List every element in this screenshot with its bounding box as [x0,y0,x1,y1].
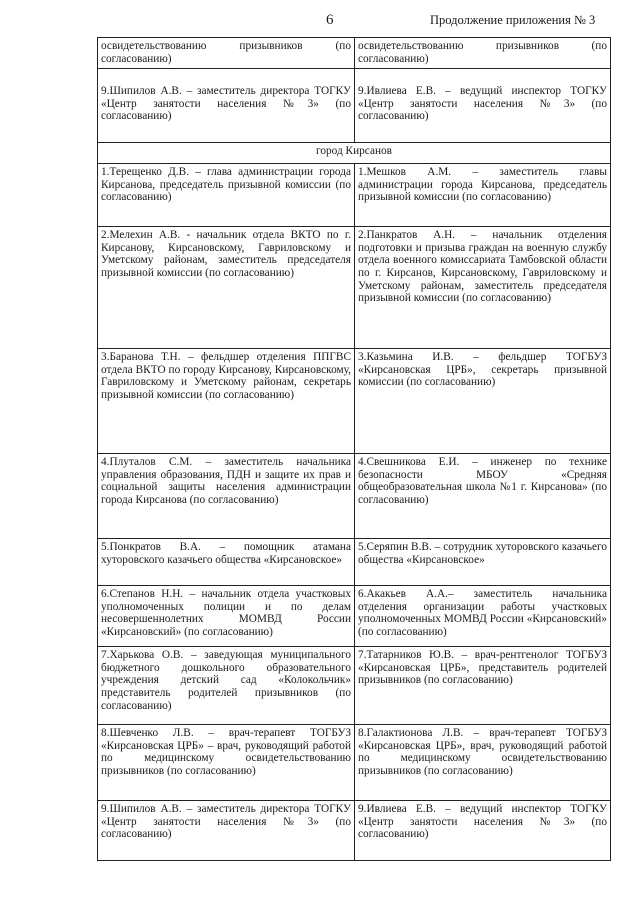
cell-main-member: освидетельствованию призывников (по согласованию) [98,38,355,69]
cell-main-member: 9.Шипилов А.В. – заместитель директора ТОГКУ «Центр занятости населения №3» (по согласованию) [98,69,355,143]
cell-main-member: 1.Терещенко Д.В. – глава администрации города Кирсанова, председатель призывной комиссии (по согласованию) [98,164,355,227]
cell-reserve-member: 7.Татарников Ю.В. – врач-рентгенолог ТОГБУЗ «Кирсановская ЦРБ», представитель родителей призывников (по согласованию) [355,647,611,725]
commission-table [97,37,611,861]
cell-reserve-member: 4.Свешникова Е.И. – инженер по технике безопасности МБОУ «Средняя общеобразовательная школа №1 г. Кирсанова» (по согласованию) [355,454,611,539]
cell-main-member: 5.Понкратов В.А. – помощник атамана хуторовского казачьего общества «Кирсановское» [98,539,355,586]
table-row [98,454,611,539]
table-row [98,586,611,647]
table-row [98,349,611,454]
section-row [98,143,611,164]
cell-reserve-member: 9.Ивлиева Е.В. – ведущий инспектор ТОГКУ «Центр занятости населения №3» (по согласованию) [355,69,611,143]
table-row [98,801,611,861]
cell-reserve-member: 5.Серяпин В.В. – сотрудник хуторовского казачьего общества «Кирсановское» [355,539,611,586]
cell-main-member: 6.Степанов Н.Н. – начальник отдела участковых уполномоченных полиции и по делам несовершеннолетних МОМВД России «Кирсановский» (по согласованию) [98,586,355,647]
cell-main-member: 9.Шипилов А.В. – заместитель директора ТОГКУ «Центр занятости населения №3» (по согласованию) [98,801,355,861]
table-row [98,539,611,586]
cell-reserve-member: 2.Панкратов А.Н. – начальник отделения подготовки и призыва граждан на военную службу отдела военного комиссариата Тамбовской области по г. Кирсанов, Кирсановскому, Гавриловскому и Уметскому районам, заместитель председателя призывной комиссии (по согласованию) [355,227,611,349]
table-row [98,725,611,801]
page-number: 6 [326,12,334,28]
cell-reserve-member: 6.Акакьев А.А.– заместитель начальника отделения организации работы участковых уполномоченных МОМВД России «Кирсановский» (по согласованию) [355,586,611,647]
table-row [98,164,611,227]
table-row [98,38,611,69]
cell-main-member: 4.Плуталов С.М. – заместитель начальника управления образования, ПДН и защите их прав и социальной защиты населения администрации города Кирсанова (по согласованию) [98,454,355,539]
section-title: город Кирсанов [98,143,611,164]
cell-reserve-member: 3.Казьмина И.В. – фельдшер ТОГБУЗ «Кирсановская ЦРБ», секретарь призывной комиссии (по согласованию) [355,349,611,454]
table-row [98,647,611,725]
cell-reserve-member: 8.Галактионова Л.В. – врач-терапевт ТОГБУЗ «Кирсановская ЦРБ», врач, руководящий работой по медицинскому освидетельствованию призывников (по согласованию) [355,725,611,801]
appendix-header: Продолжение приложения № 3 [430,13,596,27]
cell-main-member: 2.Мелехин А.В. - начальник отдела ВКТО по г. Кирсанову, Кирсановскому, Гавриловскому и Уметскому районам, заместитель председателя призывной комиссии (по согласованию) [98,227,355,349]
cell-main-member: 8.Шевченко Л.В. – врач-терапевт ТОГБУЗ «Кирсановская ЦРБ» – врач, руководящий работой по медицинскому освидетельствованию призывников (по согласованию) [98,725,355,801]
cell-reserve-member: освидетельствованию призывников (по согласованию) [355,38,611,69]
cell-reserve-member: 9.Ивлиева Е.В. – ведущий инспектор ТОГКУ «Центр занятости населения №3» (по согласованию) [355,801,611,861]
cell-main-member: 7.Харькова О.В. – заведующая муниципального бюджетного дошкольного образовательного учреждения детский сад «Колокольчик» представитель родителей призывников (по согласованию) [98,647,355,725]
cell-main-member: 3.Баранова Т.Н. – фельдшер отделения ППГВС отдела ВКТО по городу Кирсанову, Кирсановскому, Гавриловскому и Уметскому районам, секретарь призывной комиссии (по согласованию) [98,349,355,454]
table-row [98,227,611,349]
table-row [98,69,611,143]
cell-reserve-member: 1.Мешков А.М. – заместитель главы администрации города Кирсанова, председатель призывной комиссии (по согласованию) [355,164,611,227]
